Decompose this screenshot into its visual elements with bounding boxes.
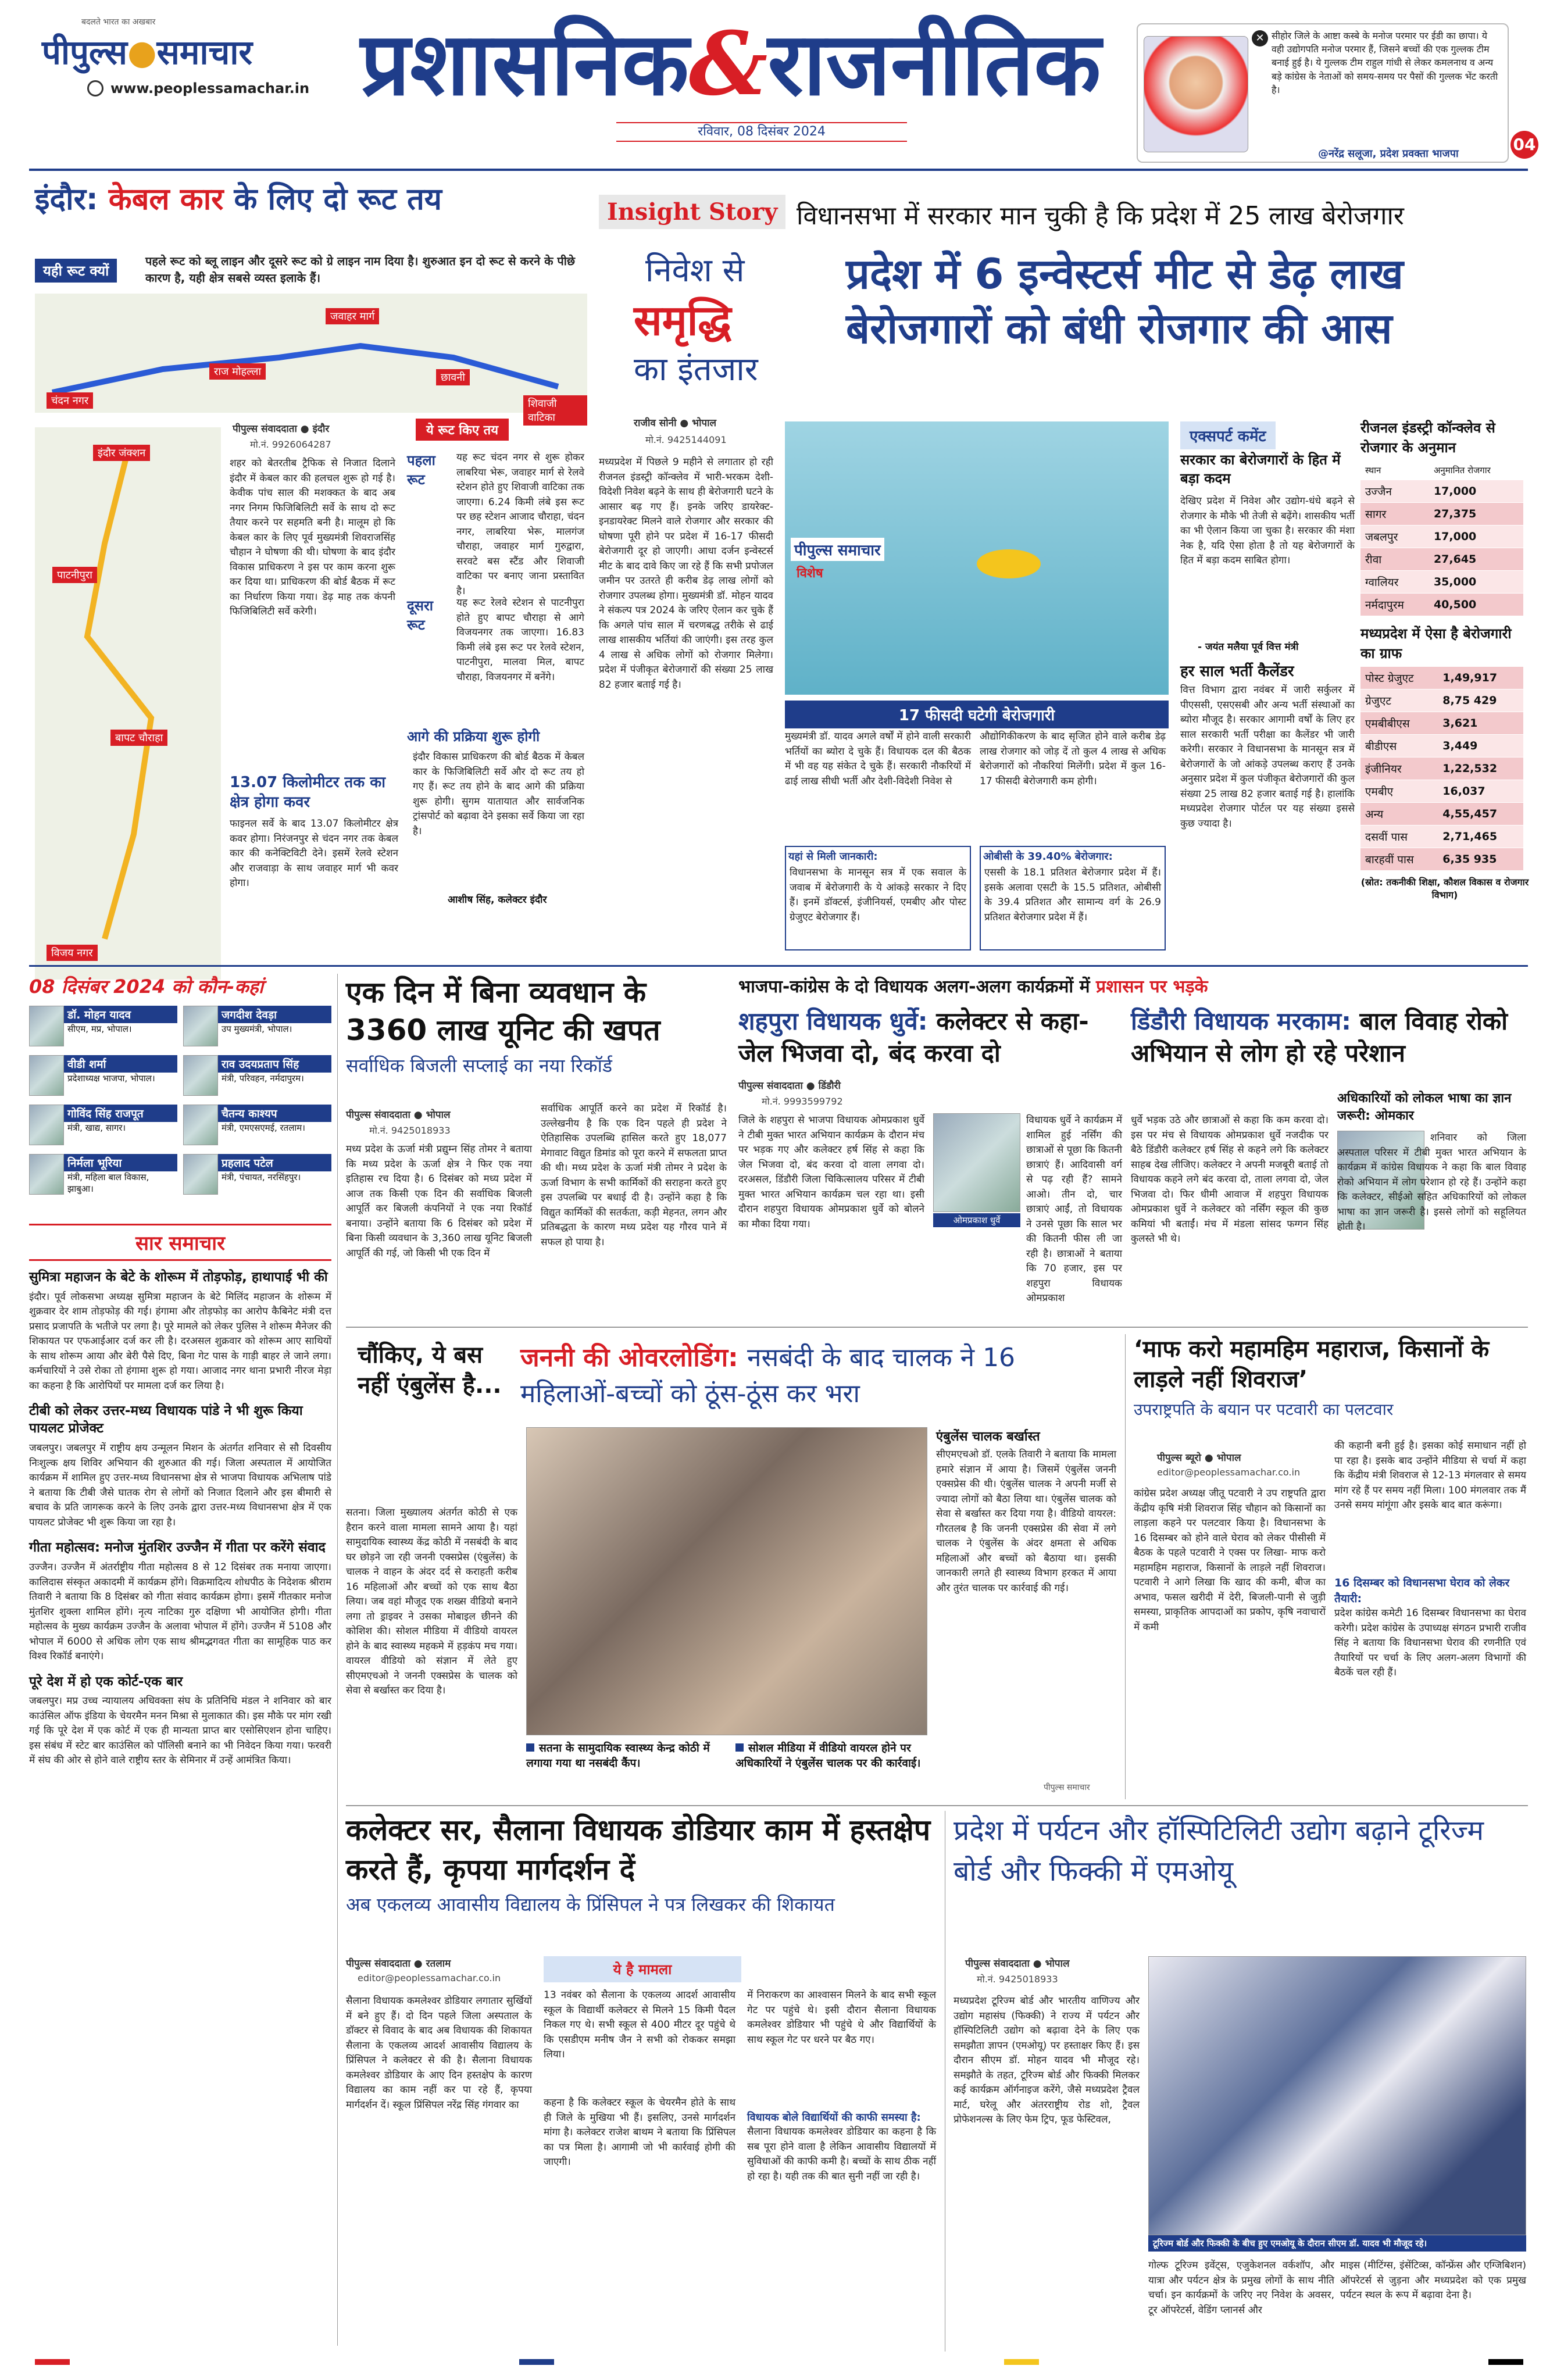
fish-hook-graphic	[785, 421, 1169, 695]
date-bar: रविवार, 08 दिसंबर 2024	[616, 122, 907, 142]
tagline: बदलते भारत का अखबार	[81, 17, 156, 27]
stop-patnipura: पाटनीपुरा	[52, 567, 97, 583]
cell: 27,645	[1429, 548, 1523, 571]
unemployment-title: मध्यप्रदेश में ऐसा है बेरोजगारी का ग्राफ	[1360, 626, 1512, 662]
saar-item	[29, 1403, 331, 1530]
cell: 6,35 935	[1438, 848, 1523, 871]
person-photo	[29, 1105, 64, 1145]
saar-item	[29, 1674, 331, 1768]
sailana-box-title: विधायक बोले विद्यार्थियों की काफी समस्या है:	[747, 2111, 921, 2124]
expert-tag: एक्सपर्ट कमेंट	[1180, 421, 1276, 449]
person-role: प्रदेशाध्यक्ष भाजपा, भोपाल।	[67, 1073, 155, 1084]
ambulance-photo	[526, 1427, 927, 1735]
person-card	[183, 1006, 331, 1046]
mla-kicker-a: भाजपा-कांग्रेस के दो विधायक अलग-अलग कार्यक्रमों में	[738, 977, 1097, 997]
saar-title: सार समाचार	[29, 1224, 331, 1261]
ambulance-cap1	[526, 1741, 718, 1771]
bullet-icon	[526, 1743, 534, 1752]
expert-by: - जयंत मलैया पूर्व वित्त मंत्री	[1198, 641, 1299, 653]
cell: 8,75 429	[1438, 689, 1523, 712]
cell: नर्मदापुरम	[1360, 594, 1429, 616]
sailana-sub: अब एकलव्य आवासीय विद्यालय के प्रिंसिपल ने पत्र लिखकर की शिकायत	[346, 1893, 835, 1916]
power-body1: मध्य प्रदेश के ऊर्जा मंत्री प्रद्युम्न सिंह तोमर ने बताया कि मध्य प्रदेश के ऊर्जा क्षेत्र ने फिर एक नया इतिहास रच दिया है। 6 दिसंबर को मध्य प्रदेश में आज तक किसी एक दिन की सर्वाधिक बिजली आपूर्ति कर बिजली कंपनियों ने एक नया रिकॉर्ड बनाया। उन्होंने बताया कि 6 दिसंबर को प्रदेश में बिना किसी व्यवधान के 3,360 लाख यूनिट बिजली आपूर्ति की गई, जो किसी भी एक दिन में	[346, 1143, 532, 1259]
person-role: मंत्री, खाद्य, सागर।	[67, 1123, 126, 1133]
sailana-body4: में निराकरण का आश्वासन मिलने के बाद सभी स्कूल गेट पर पहुंचे थे। इसी दौरान सैलाना विधायक कमलेश्वर डोडियार भी पहुंचे थे और विद्यार्थियों के साथ स्कूल गेट पर धरने पर बैठ गए।	[747, 1989, 936, 2046]
cell: 40,500	[1429, 594, 1523, 616]
tourism-headline: प्रदेश में पर्यटन और हॉस्पिटिलिटी उद्योग बढ़ाने टूरिज्म बोर्ड और फिक्की में एमओयू	[954, 1814, 1484, 1888]
person-name: चैतन्य काश्यप	[183, 1105, 331, 1122]
print-marks	[35, 2359, 1523, 2367]
person-photo	[183, 1055, 218, 1096]
person-card	[29, 1154, 177, 1195]
dhurve-body1: जिले के शहपुरा से भाजपा विधायक ओमप्रकाश धुर्वे ने टीबी मुक्त भारत अभियान कार्यक्रम के दौरान मंच पर भड़क गए और कलेक्टर हर्ष सिंह से कहा कि जेल भिजवा दो, बंद करवा दो वाला लगवा दो। दरअसल, डिंडौरी जिला चिकित्सालय परिसर में टीबी मुक्त भारत अभियान कार्यक्रम चल रहा था। इसी दौरान शहपुरा विधायक ओमप्रकाश धुर्वे को बोलने का मौका दिया गया।	[738, 1114, 924, 1230]
print-mark	[35, 2359, 70, 2365]
person-name: प्रहलाद पटेल	[183, 1154, 331, 1171]
stop-chhavani: छावनी	[436, 369, 470, 385]
stop-vijay-nagar: विजय नगर	[47, 945, 98, 961]
cable-mobile: मो.नं. 9926064287	[250, 439, 331, 450]
routes-tag: ये रूट किए तय	[416, 419, 509, 441]
cell: 1,49,917	[1438, 667, 1523, 689]
conclave-title: रीजनल इंडस्ट्री कॉन्क्लेव से रोजगार के अनुमान	[1360, 420, 1495, 456]
tourism-byline: पीपुल्स संवाददाता ● भोपाल	[965, 1958, 1070, 1970]
column-divider	[1125, 1334, 1126, 1799]
person-photo	[183, 1006, 218, 1046]
person-photo	[183, 1105, 218, 1145]
cell: 4,55,457	[1438, 803, 1523, 826]
saar-body: जबलपुर। मप्र उच्च न्यायालय अधिवक्ता संघ के प्रतिनिधि मंडल ने शनिवार को बार काउंसिल ऑफ इंडिया के चेयरमैन मनन मिश्रा से मुलाकात की। इस मौके पर मांग रखी गई कि पूरे देश में एक कोर्ट में एक ही मान्यता प्राप्त बार एसोसिएशन होना चाहिए। इस संबंध में स्टेट बार काउंसिल को पॉलिसी बनाने का भी निवेदन किया गया। फरवरी में संघ की ओर से होने वाले राष्ट्रीय स्तर के सेमिनार में उन्हें आमंत्रित किया।	[29, 1695, 331, 1767]
graphic-label: 17 फीसदी घटेगी बेरोजगारी	[785, 701, 1169, 728]
table-row	[1360, 826, 1523, 848]
table-source: (स्रोत: तकनीकी शिक्षा, कौशल विकास व रोजगार विभाग)	[1360, 877, 1529, 901]
cell: 2,71,465	[1438, 826, 1523, 848]
why-tag: यही रूट क्यों	[35, 259, 117, 283]
shivraj-headline: ‘माफ करो महामहिम महाराज, किसानों के लाड़ले नहीं शिवराज’	[1134, 1336, 1490, 1393]
cell: 16,037	[1438, 780, 1523, 803]
saar-body: उज्जैन। उज्जैन में अंतर्राष्ट्रीय गीता महोत्सव 8 से 12 दिसंबर तक मनाया जाएगा। कालिदास संस्कृत अकादमी में कार्यक्रम होंगे। विक्रमादित्य शोधपीठ के निदेशक श्रीराम तिवारी ने बताया कि 8 दिसंबर को गीता संवाद कार्यक्रम होगा। इसमें गीतकार मनोज मुंतशिर शुक्ला शामिल होंगे। नृत्य नाटिका गुरु दक्षिणा भी आयोजित होगी। गीता महोत्सव के मुख्य कार्यक्रम उज्जैन के अलावा भोपाल में होंगे। उज्जैन में 5108 और भोपाल में 6000 से अधिक लोग एक साथ श्रीमद्भगवत गीता का सामूहिक पाठ कर विश्व रिकॉर्ड बनाएंगे।	[29, 1561, 331, 1663]
stop-shivaji-vatika: शिवाजी वाटिका	[523, 395, 587, 426]
stop-indore-junction: इंदौर जंक्शन	[93, 445, 150, 461]
saar-item	[29, 1539, 331, 1664]
cell: इंजीनियर	[1360, 757, 1438, 780]
info-box-1-text: विधानसभा के मानसून सत्र में एक सवाल के जवाब में बेरोजगारी के ये आंकड़े सरकार ने दिए हैं। इनमें डॉक्टर्स, इंजीनियर्स, एमबीए और पोस्ट ग्रेजुएट बेरोजगार हैं।	[790, 867, 966, 923]
cell: 3,621	[1438, 712, 1523, 735]
dhurve-photo-cap: ओमप्रकाश धुर्वे	[933, 1213, 1020, 1227]
cap2-text: सोशल मीडिया में वीडियो वायरल होने पर अधिकारियों ने एंबुलेंस चालक पर की कार्रवाई।	[735, 1742, 921, 1770]
stop-jawahar-marg: जवाहर मार्ग	[326, 308, 379, 324]
sailana-body2: कहना है कि कलेक्टर स्कूल के चेयरमैन होते के साथ ही जिले के मुखिया भी हैं। इसलिए, उनसे मार्गदर्शन मांगा है। कलेक्टर राजेश बाथम ने बताया कि प्रिंसिपल का पत्र मिला है। आगामी जो भी कार्रवाई होगी की जाएगी।	[544, 2097, 735, 2168]
shivraj-byline: पीपुल्स ब्यूरो ● भोपाल	[1157, 1452, 1241, 1464]
cell: ग्वालियर	[1360, 571, 1429, 594]
markam-h-a: डिंडौरी विधायक मरकाम:	[1131, 1007, 1360, 1035]
sailana-box-text: सैलाना विधायक कमलेश्वर डोडियार का कहना है कि सब पूरा होने वाला है लेकिन आवासीय विद्यालयों में सुविधाओं की काफी कमी है। बच्चों के साथ ठीक नहीं हो रहा है। यही तक की बात सुनी नहीं जा रही है।	[747, 2126, 936, 2182]
invest-mobile: मो.नं. 9425144091	[645, 434, 727, 445]
website-link[interactable]: www.peoplessamachar.in	[110, 80, 310, 97]
cable-title-c: के लिए दो रूट तय	[223, 182, 442, 217]
person-card	[29, 1006, 177, 1046]
shivraj-body2: की कहानी बनी हुई है। इसका कोई समाधान नहीं हो पा रहा है। इसके बाद उन्होंने मीडिया से चर्चा में कहा कि केंद्रीय मंत्री शिवराज से 12-13 मंगलवार से समय मांग रहे हैं पर समय नहीं मिला। 100 मंगलवार तक मैं उनसे समय मांगूंगा और इसके बाद बात करूंगा।	[1334, 1440, 1526, 1511]
table-row	[1360, 571, 1523, 594]
person-name: राव उदयप्रताप सिंह	[183, 1055, 331, 1073]
cell: 3,449	[1438, 735, 1523, 757]
calendar-title: हर साल भर्ती कैलेंडर	[1180, 663, 1294, 680]
fired-text: सीएमएचओ डॉ. एलके तिवारी ने बताया कि मामला हमारे संज्ञान में आया है। जिसमें एंबुलेंस जननी एक्सप्रेस की थी। एंबुलेंस चालक ने अपनी मर्जी से ज्यादा लोगों को बैठा लिया था। एंबुलेंस चालक को सेवा से बर्खास्त कर दिया गया है। वीडियो वायरल: गौरतलब है कि जननी एक्सप्रेस की सेवा में लगे चालक ने एंबुलेंस के अंदर क्षमता से अधिक महिलाओं और बच्चों को बैठाया था। इसकी जानकारी लगते ही स्वास्थ्य विभाग हरकत में आया और तुरंत चालक पर कार्रवाई की गई।	[936, 1449, 1116, 1594]
coverage-box-title: 13.07 किलोमीटर तक का क्षेत्र होगा कवर	[230, 774, 385, 811]
info-box-1	[785, 846, 971, 950]
invest-byline: राजीव सोनी ● भोपाल	[634, 417, 717, 429]
person-card	[29, 1105, 177, 1145]
masthead	[29, 12, 1536, 163]
conclave-sidebar	[1360, 419, 1529, 959]
mla-kicker	[738, 974, 1529, 998]
special-tag: विशेष	[797, 566, 823, 581]
calendar-text: वित्त विभाग द्वारा नवंबर में जारी सर्कुलर में पीएससी, एसएसबी और अन्य भर्ती संस्थाओं का ब्योरा मौजूद है। सरकार आगामी वर्षों के लिए हर साल सरकारी भर्ती परीक्षा का कैलेंडर भी जारी करेगी। सरकार ने विधानसभा के मानसून सत्र में बेरोजगारों के जो आंकड़े उपलब्ध कराए हैं उनके अनुसार प्रदेश में कुल पंजीकृत बेरोजगारों की कुल संख्या 25 लाख 82 हजार बताई गई है। हालांकि मध्यप्रदेश रोजगार पोर्टल पर यह संख्या इससे कुछ ज्यादा है।	[1180, 684, 1355, 830]
invest-body1: मध्यप्रदेश में पिछले 9 महीने से लगातार हो रही रीजनल इंडस्ट्री कॉन्क्लेव में भारी-भरकम देशी-विदेशी निवेश बढ़ने के साथ ही बेरोजगारी घटने के आसार बढ़ गए हैं। इनके जरिए डायरेक्ट-इनडायरेक्ट मिलने वाले रोजगार और सरकार की घोषणा पूरी होने पर प्रदेश में 16-17 फीसदी बेरोजगारी दूर हो जाएगी। आधा दर्जन इन्वेस्टर्स मीट के बाद दावे किए जा रहे हैं कि सभी प्रपोजल जमीन पर उतरते ही करीब डेढ़ लाख लोगों को रोजगार उपलब्ध होगा। मुख्यमंत्री डॉ. मोहन यादव ने संकल्प पत्र 2024 के जरिए ऐलान कर चुके हैं कि अगले पांच साल में चरणबद्ध तरीके से ढाई लाख शासकीय भर्तियां की जाएंगी। इस तरह कुल 4 लाख से अधिक लोगों को रोजगार मिलेगा। प्रदेश में पंजीकृत बेरोजगारों की संख्या 25 लाख 82 हजार बताई गई है।	[599, 456, 773, 691]
expert-title: सरकार का बेरोजगारों के हित में बड़ा कदम	[1180, 452, 1341, 487]
coverage-box-text: फाइनल सर्वे के बाद 13.07 किलोमीटर क्षेत्र कवर होगा। निरंजनपुर से चंदन नगर तक केबल कार की कनेक्टिविटी देने। इसमें रेलवे स्टेशन और राजवाड़ा के साथ जवाहर मार्ग भी कवर होगा।	[230, 818, 398, 889]
cell: एमबीए	[1360, 780, 1438, 803]
tourism-body2: गोल्फ टूरिज्म इवेंट्स, एजुकेशनल वर्कशॉप, और यात्रा और पर्यटन क्षेत्र के प्रमुख लोगों के साथ नीति चर्चा। इन कार्यक्रमों के जरिए नए निवेश के अवसर, टूर ऑपरेटर्स, वेडिंग प्लानर्स और	[1148, 2260, 1334, 2316]
brand-name-1: पीपुल्स	[42, 33, 127, 72]
person-card	[183, 1055, 331, 1096]
person-role: उप मुख्यमंत्री, भोपाल।	[222, 1024, 292, 1034]
mla-stories	[738, 974, 1529, 1323]
person-name: वीडी शर्मा	[29, 1055, 177, 1073]
table-row	[1360, 548, 1523, 571]
brand-logo	[42, 28, 252, 74]
cell: जबलपुर	[1360, 526, 1429, 548]
saar-headline: गीता महोत्सव: मनोज मुंतशिर उज्जैन में गीता पर करेंगे संवाद	[29, 1540, 326, 1556]
stop-chandan-nagar: चंदन नगर	[47, 392, 93, 409]
column-divider	[337, 974, 338, 2346]
person-role: मंत्री, पंचायत, नरसिंहपुर।	[222, 1172, 301, 1182]
expert-text: देखिए प्रदेश में निवेश और उद्योग-धंधे बढ़ने से रोजगार के मौके भी तेजी से बढ़ेंगे। शासकीय भर्ती का भी ऐलान किया जा चुका है। सरकार की मंशा नेक है, यदि ऐसा होता है तो यह बेरोजगारों के हित में बड़ा कदम साबित होगा।	[1180, 495, 1355, 566]
cell: दसवीं पास	[1360, 826, 1438, 848]
side-tag-2: समृद्धि	[634, 296, 731, 345]
cell: बारहवीं पास	[1360, 848, 1438, 871]
x-logo-icon: ✕	[1252, 30, 1268, 47]
section-amp: &	[688, 13, 768, 115]
table-row	[1360, 735, 1523, 757]
fired-title: एंबुलेंस चालक बर्खास्त	[936, 1430, 1040, 1444]
route2-label: दूसरा रूट	[407, 598, 433, 633]
route1-line	[35, 294, 587, 413]
table-row	[1360, 757, 1523, 780]
saar-body: इंदौर। पूर्व लोकसभा अध्यक्ष सुमित्रा महाजन के बेटे मिलिंद महाजन के शोरूम में शुक्रवार देर शाम तोड़फोड़ की गई। हंगामा और तोड़फोड़ का आरोप कैबिनेट मंत्री दत्त प्रसाद प्रजापति के भतीजे पर लगा है। पूरे मामले को लेकर पुलिस ने शोरूम मैनेजर की शिकायत पर एफआईआर दर्ज कर ली है। दरअसल शुक्रवार को शोरूम आए साथियों के साथ शोरूम आया और बेरी पैसे दिए, बिना गेट पास के गाड़ी बाहर ले जाने लगा। कर्मचारियों ने उसे रोका तो हंगामा शुरू हो गया। आजाद नगर थाना प्रभारी नीरज मेड़ा का कहना है कि आरोपियों पर मामला दर्ज कर लिया है।	[29, 1291, 331, 1392]
person-card	[183, 1105, 331, 1145]
section-title	[360, 12, 1101, 117]
power-sub: सर्वाधिक बिजली सप्लाई का नया रिकॉर्ड	[346, 1055, 612, 1077]
approval-title: आगे की प्रक्रिया शुरू होगी	[407, 728, 540, 745]
section-title-a: प्रशासनिक	[360, 14, 689, 115]
dhurve-body3: धुर्वे भड़क उठे और छात्राओं से कहा कि कम करवा दो। इस पर मंच से विधायक ओमप्रकाश धुर्वे नजदीक पर बैठे डिंडौरी कलेक्टर हर्ष सिंह से कहने लगे कि कलेक्टर साहब देख लीजिए। कलेक्टर ने अपनी मजबूरी बताई तो विधायक कहने लगे बंद करवा दो, ताला लगवा दो, जेल भिजवा दो। फिर धीमी आवाज में शहपुरा विधायक ओमप्रकाश धुर्वे ने कलेक्टर को नर्सिंग स्कूल की कुछ कमियां भी बताईं। मंच में मंडला सांसद फग्गन सिंह कुलस्ते भी थे।	[1131, 1114, 1329, 1245]
tourism-mobile: मो.नं. 9425018933	[977, 1974, 1058, 1985]
who-where-box	[29, 974, 331, 1218]
cell: 1,22,532	[1438, 757, 1523, 780]
saar-body: जबलपुर। जबलपुर में राष्ट्रीय क्षय उन्मूलन मिशन के अंतर्गत शनिवार से सौ दिवसीय निःशुल्क क्षय शिविर अभियान की शुरुआत की गई। जिला अस्पताल में आयोजित कार्यक्रम में शामिल हुए उत्तर-मध्य विधानसभा क्षेत्र से भाजपा विधायक अभिलाष पांडे ने बताया कि टीबी जैसे घातक रोग से लोगों को निजात दिलाने और इस बीमारी से बचाव के प्रति जागरूक करने के लिए उनके द्वारा उत्तर-मध्य विधानसभा क्षेत्र में एक पायलट प्रोजेक्ट भी शुरू किया जा रहा है।	[29, 1442, 331, 1528]
info-box-2-title: ओबीसी के 39.40% बेरोजगार:	[983, 850, 1113, 863]
print-mark	[1004, 2359, 1039, 2365]
side-tag-1: निवेश से	[645, 252, 745, 290]
table-row	[1360, 848, 1523, 871]
saar-headline: पूरे देश में हो एक कोर्ट-एक बार	[29, 1674, 183, 1689]
cell: ग्रेजुएट	[1360, 689, 1438, 712]
person-name: गोविंद सिंह राजपूत	[29, 1105, 177, 1122]
ambulance-headline	[520, 1340, 1113, 1411]
cell: 27,375	[1429, 503, 1523, 526]
table-row	[1360, 526, 1523, 548]
section-rule-1	[29, 965, 1528, 967]
stop-raj-mohalla: राज मोहल्ला	[209, 363, 266, 380]
fish-icon	[977, 549, 1041, 578]
ambulance-body: सतना। जिला मुख्यालय अंतर्गत कोठी से एक हैरान करने वाला मामला सामने आया है। यहां सामुदायिक स्वास्थ्य केंद्र कोठी में नसबंदी के बाद घर छोड़ने जा रही जननी एक्सप्रेस (एंबुलेंस) के चालक ने वाहन के अंदर दर्द से कराहती करीब 16 महिलाओं और बच्चों को एक साथ बैठा लिया। जब वहां मौजूद एक शख्स वीडियो बनाने लगा तो ड्राइवर ने उसका मोबाइल छीनने की कोशिश की। सोशल मीडिया में वीडियो वायरल होने के बाद स्वास्थ्य महकमे में हड़कंप मच गया। वायरल वीडियो को संज्ञान में लेते हुए सीएमएचओ ने जननी एक्सप्रेस के चालक को सेवा से बर्खास्त कर दिया है।	[346, 1507, 517, 1696]
invest-body2: मुख्यमंत्री डॉ. यादव अगले वर्षों में होने वाली सरकारी भर्तियों का ब्योरा दे चुके हैं। विधायक दल की बैठक में भी वह यह संकेत दे चुके हैं। सरकारी नौकरियों में ढाई लाख सीधी भर्ती और देशी-विदेशी निवेश से	[785, 731, 971, 787]
cell: 17,000	[1429, 526, 1523, 548]
table-row	[1360, 667, 1523, 689]
col-place: स्थान	[1360, 461, 1429, 480]
person-photo	[183, 1154, 218, 1195]
cable-body: शहर को बेतरतीब ट्रैफिक से निजात दिलाने इंदौर में केबल कार की हलचल शुरू हो गई है। केवीक पांच साल की मशक्कत के बाद अब नगर निगम फिजिबिलिटी सर्वे के साथ दो रूट तैयार करने पर सहमति बनी है। मालूम हो कि केबल कार के लिए पूर्व मुख्यमंत्री शिवराजसिंह चौहान ने घोषणा की थी। घोषणा के बाद इंदौर विकास प्राधिकरण ने इस पर काम करना शुरू कर दिया था। प्राधिकरण की बोर्ड बैठक में रूट का निर्धारण किया गया। डेढ़ माह तक कंपनी फिजिबिलिटी सर्वे करेगी।	[230, 458, 395, 617]
cell: रीवा	[1360, 548, 1429, 571]
conclave-table	[1360, 461, 1523, 616]
dhurve-byline: पीपुल्स संवाददाता ● डिंडौरी	[738, 1080, 841, 1092]
table-row	[1360, 689, 1523, 712]
cable-quote-by: आशीष सिंह, कलेक्टर इंदौर	[448, 894, 547, 906]
cell: बीडीएस	[1360, 735, 1438, 757]
section-rule-3	[346, 1805, 1528, 1806]
power-mobile: मो.नं. 9425018933	[369, 1125, 451, 1136]
power-headline: एक दिन में बिना व्यवधान के 3360 लाख यूनिट की खपत	[346, 975, 660, 1047]
ambulance-h-a: जननी की ओवरलोडिंग:	[520, 1343, 748, 1373]
tourism-body1: मध्यप्रदेश टूरिज्म बोर्ड और भारतीय वाणिज्य और उद्योग महासंघ (फिक्की) ने राज्य में पर्यटन और हॉस्पिटिलिटी उद्योग को बढ़ावा देने के लिए एक समझौता ज्ञापन (एमओयू) पर हस्ताक्षर किए हैं। इस दौरान सीएम डॉ. मोहन यादव भी मौजूद रहे। समझौते के तहत, टूरिज्म बोर्ड और फिक्की मिलकर कई कार्यक्रम ऑर्गनाइज करेंगे, जैसे मध्यप्रदेश ट्रैवल मार्ट, घरेलू और अंतरराष्ट्रीय रोड शो, ट्रैवल प्रोफेशनल्स के लिए फेम ट्रिप, फूड फेस्टिवल,	[954, 1995, 1140, 2125]
table-row	[1360, 803, 1523, 826]
masthead-rule	[29, 169, 1528, 171]
page-number: 04	[1510, 131, 1538, 159]
saar-samachar	[29, 1224, 331, 2346]
person-card	[183, 1154, 331, 1195]
stop-bapat-chauraha: बापट चौराहा	[110, 730, 167, 746]
table-row	[1360, 480, 1523, 503]
cell: एमबीबीएस	[1360, 712, 1438, 735]
route1-text: यह रूट चंदन नगर से शुरू होकर लाबरिया भेरू, जवाहर मार्ग से रेलवे स्टेशन होते हुए शिवाजी वाटिका तक जाएगा। 6.24 किमी लंबे इस रूट पर छह स्टेशन आजाद चौराहा, चंदन नगर, लाबरिया भेरू, मालगंज चौराहा, जवाहर मार्ग गुरुद्वारा, सरवटे बस स्टैंड और शिवाजी वाटिका पर बनाए जाना प्रस्तावित है।	[456, 452, 584, 597]
sailana-story	[346, 1811, 939, 2352]
language-title: अधिकारियों को लोकल भाषा का ज्ञान जरूरी: ओमकार	[1337, 1091, 1512, 1123]
tweet-avatar	[1144, 36, 1248, 152]
globe-icon	[87, 80, 103, 97]
markam-headline	[1131, 1006, 1526, 1069]
route1-label: पहला रूट	[407, 452, 435, 488]
ambulance-credit: पीपुल्स समाचार	[1044, 1783, 1090, 1792]
invest-headline: प्रदेश में 6 इन्वेस्टर्स मीट से डेढ़ लाख बेरोजगारों को बंधी रोजगार की आस	[846, 249, 1404, 353]
language-text: शनिवार को जिला अस्पताल परिसर में टीबी मुक्त भारत अभियान के कार्यक्रम में कांग्रेस विधायक ने कहा कि बाल विवाह रोको अभियान में लोग परेशान हो रहे हैं। उन्होंने कहा कि कलेक्टर, सीईओ सहित अधिकारियों को लोकल भाषा का ज्ञान जरूरी है। इससे लोगों को सहूलियत होती है।	[1337, 1132, 1526, 1232]
power-story	[346, 974, 730, 1323]
tweet-author: @नरेंद्र सलूजा, प्रदेश प्रवक्ता भाजपा	[1318, 148, 1459, 160]
cable-byline: पीपुल्स संवाददाता ● इंदौर	[233, 423, 330, 435]
sailana-email: editor@peoplessamachar.co.in	[358, 1972, 501, 1984]
cell: 35,000	[1429, 571, 1523, 594]
sailana-body1: सैलाना विधायक कमलेश्वर डोडियार लगातार सुर्खियों में बने हुए हैं। दो दिन पहले जिला अस्पताल के डॉक्टर से विवाद के बाद अब विधायक की शिकायत सैलाना के एकलव्य आदर्श आवासीय विद्यालय के प्रिंसिपल ने कलेक्टर से की है। सैलाना विधायक कमलेश्वर डोडियार के आए दिन हस्तक्षेप के कारण विद्यालय का काम नहीं कर पा रहे हैं, कृपया मार्गदर्शन दें। स्कूल प्रिंसिपल नरेंद्र सिंह गंगवार का	[346, 1995, 532, 2111]
col-jobs: अनुमानित रोजगार	[1429, 461, 1523, 480]
unemployment-table	[1360, 667, 1523, 871]
tourism-cap: टूरिज्म बोर्ड और फिक्की के बीच हुए एमओयू के दौरान सीएम डॉ. यादव भी मौजूद रहे।	[1148, 2235, 1526, 2252]
shivraj-email: editor@peoplessamachar.co.in	[1157, 1467, 1301, 1478]
person-photo	[29, 1154, 64, 1195]
table-row	[1360, 594, 1523, 616]
dhurve-mobile: मो.नं. 9993599792	[762, 1096, 843, 1107]
route2-text: यह रूट रेलवे स्टेशन से पाटनीपुरा होते हुए बापट चौराहा से आगे विजयनगर तक जाएगा। 16.83 किमी लंबे इस रूट पर रेलवे स्टेशन, पाटनीपुरा, मालवा मिल, बापट चौराहा, विजयनगर में बनेंगे।	[456, 597, 584, 683]
cap1-text: सतना के सामुदायिक स्वास्थ्य केन्द्र कोठी में लगाया गया था नसबंदी कैंप।	[526, 1742, 710, 1770]
mla-kicker-b: प्रशासन पर भड़के	[1096, 977, 1208, 997]
brand-name-2: समाचार	[156, 33, 253, 72]
route2-line	[35, 427, 221, 980]
side-tag-3: का इंतजार	[634, 351, 758, 388]
tourism-story	[954, 1811, 1529, 2352]
sailana-body3: 13 नवंबर को सैलाना के एकलव्य आदर्श आवासीय स्कूल के विद्यार्थी कलेक्टर से मिलने 15 किमी पैदल निकल गए थे। सभी स्कूल से 400 मीटर दूर पहुंचे थे कि एसडीएम मनीष जैन ने सभी को रोककर समझा लिया।	[544, 1989, 735, 2060]
saar-headline: टीबी को लेकर उत्तर-मध्य विधायक पांडे ने भी शुरू किया पायलट प्रोजेक्ट	[29, 1403, 303, 1436]
person-role: मंत्री, एमएसएमई, रतलाम।	[222, 1123, 305, 1133]
shivraj-story	[1134, 1334, 1529, 1799]
cell: अन्य	[1360, 803, 1438, 826]
markam-h-b: बाल विवाह रोको अभियान से लोग हो रहे परेशान	[1131, 1007, 1508, 1067]
cable-headline	[35, 177, 442, 219]
table-row	[1360, 503, 1523, 526]
tweet-box	[1137, 23, 1509, 163]
dhurve-body2: विधायक धुर्वे ने कार्यक्रम में शामिल हुई नर्सिंग की छात्राओं से पूछा कि कितनी छात्राएं हैं। आदिवासी वर्ग से पढ़ रही हैं? सामने आओ। तीन दो, चार छात्राएं आईं, तो विधायक ने उनसे पूछा कि साल भर की कितनी फीस ली जा रही है। छात्राओं ने बताया कि 70 हजार, इस पर शहपुरा विधायक ओमप्रकाश	[1026, 1114, 1123, 1304]
print-mark	[1488, 2359, 1523, 2365]
brand-pin-icon: ●	[127, 33, 157, 72]
person-photo	[29, 1055, 64, 1096]
person-name: जगदीश देवड़ा	[183, 1006, 331, 1023]
sailana-box	[747, 2110, 936, 2343]
bullet-icon	[735, 1743, 744, 1752]
section-rule-2	[346, 1327, 1528, 1328]
person-role: सीएम, मप्र, भोपाल।	[67, 1024, 132, 1034]
ambulance-story	[346, 1334, 1119, 1799]
person-photo	[29, 1006, 64, 1046]
matter-tag: ये है मामला	[544, 1956, 741, 1982]
dhurve-h-a: शहपुरा विधायक धुर्वे:	[738, 1007, 937, 1035]
invest-kicker: विधानसभा में सरकार मान चुकी है कि प्रदेश में 25 लाख बेरोजगार	[797, 201, 1404, 231]
info-box-2	[980, 846, 1166, 950]
person-role: मंत्री, महिला बाल विकास, झाबुआ।	[67, 1172, 149, 1194]
power-body2: सर्वाधिक आपूर्ति करने का प्रदेश में रिकॉर्ड है। उल्लेखनीय है कि एक दिन पहले ही प्रदेश ने ऐतिहासिक उपलब्धि हासिल करते हुए 18,077 मेगावाट विद्युत डिमांड को पूरा करने में सफलता प्राप्त की थी। मध्य प्रदेश के ऊर्जा मंत्री तोमर ने प्रदेश के ऊर्जा विभाग के सभी कार्मिकों की सराहना करते हुए इस उपलब्धि पर बधाई दी है। उन्होंने कहा है कि विद्युत कार्मिकों की सतर्कता, कड़ी मेहनत, लगन और प्रतिबद्धता के कारण मध्य प्रदेश यह गौरव पाने में सफल हो पाया है।	[541, 1103, 727, 1248]
insight-tag: Insight Story	[599, 195, 785, 229]
info-box-2-text: एससी के 18.1 प्रतिशत बेरोजगार प्रदेश में हैं। इसके अलावा एसटी के 15.5 प्रतिशत, ओबीसी के 39.4 प्रतिशत और सामान्य वर्ग के 26.9 प्रतिशत बेरोजगार प्रदेश में हैं।	[984, 867, 1161, 923]
print-mark	[519, 2359, 554, 2365]
dhurve-h-b: कलेक्टर से कहा- जेल भिजवा दो, बंद करवा दो	[738, 1007, 1089, 1067]
route2-map	[35, 427, 221, 980]
cable-title-a: इंदौर:	[35, 182, 109, 217]
why-text: पहले रूट को ब्लू लाइन और दूसरे रूट को ग्रे लाइन नाम दिया है। शुरुआत इन दो रूट से करने के पीछे कारण है, यही क्षेत्र सबसे व्यस्त इलाके हैं।	[145, 254, 575, 285]
ambulance-h-b: नसबंदी के बाद चालक ने 16 महिलाओं-बच्चों को ठूंस-ठूंस कर भरा	[520, 1343, 1016, 1409]
shivraj-sub: उपराष्ट्रपति के बयान पर पटवारी का पलटवार	[1134, 1400, 1394, 1419]
gherao-title: 16 दिसम्बर को विधानसभा घेराव को लेकर तैयारी:	[1334, 1577, 1510, 1605]
cable-title-b: केबल कार	[108, 182, 224, 217]
dhurve-headline	[738, 1006, 1122, 1069]
cell: सागर	[1360, 503, 1429, 526]
saar-item	[29, 1269, 331, 1393]
table-row	[1360, 712, 1523, 735]
tourism-body3: माइस (मीटिंग्स, इंसेंटिव्स, कॉन्फ्रेंस और एग्जिबिशन) ऑपरेटर्स से जुड़ना और मध्यप्रदेश को एक प्रमुख पर्यटन स्थल के रूप में बढ़ावा देना है।	[1340, 2260, 1526, 2301]
person-name: डॉ. मोहन यादव	[29, 1006, 177, 1023]
tweet-text: सीहोर जिले के आष्टा कस्बे के मनोज परमार पर ईडी का छापा। ये वही उद्योगपति मनोज परमार हैं, जिसने बच्चों की एक गुल्लक टीम बनाई हुई है। ये गुल्लक टीम राहुल गांधी से लेकर कमलनाथ व अन्य बड़े कांग्रेस के नेताओं को समय-समय पर पैसों की गुल्लक भेंट करती है।	[1272, 30, 1498, 95]
ambulance-side-q: चौंकिए, ये बस नहीं एंबुलेंस है...	[358, 1342, 502, 1399]
cell: 17,000	[1429, 480, 1523, 503]
sailana-headline: कलेक्टर सर, सैलाना विधायक डोडियार काम में हस्तक्षेप करते हैं, कृपया मार्गदर्शन दें	[346, 1813, 931, 1886]
table-row	[1360, 780, 1523, 803]
gherao-box	[1334, 1575, 1526, 1796]
invest-body3: औद्योगिकीकरण के बाद सृजित होने वाले करीब डेढ़ लाख रोजगार को जोड़ दें तो कुल 4 लाख से अधिक बेरोजगारों को नौकरियां मिलेंगी। प्रदेश में कुल 16-17 फीसदी बेरोजगारी कम होगी।	[980, 731, 1166, 787]
section-title-b: राजनीतिक	[767, 14, 1101, 115]
cell: पोस्ट ग्रेजुएट	[1360, 667, 1438, 689]
gherao-text: प्रदेश कांग्रेस कमेटी 16 दिसम्बर विधानसभा का घेराव करेगी। प्रदेश कांग्रेस के उपाध्यक्ष संगठन प्रभारी राजीव सिंह ने बताया कि विधानसभा घेराव की रणनीति एवं तैयारियों पर चर्चा के लिए अलग-अलग विभागों की बैठकें चल रही हैं।	[1334, 1607, 1526, 1679]
person-name: निर्मला भूरिया	[29, 1154, 177, 1171]
power-byline: पीपुल्स संवाददाता ● भोपाल	[346, 1109, 451, 1121]
who-where-title: 08 दिसंबर 2024 को कौन-कहां	[29, 975, 264, 998]
saar-headline: सुमित्रा महाजन के बेटे के शोरूम में तोड़फोड़, हाथापाई भी की	[29, 1270, 328, 1285]
cell: उज्जैन	[1360, 480, 1429, 503]
sailana-byline: पीपुल्स संवाददाता ● रतलाम	[346, 1958, 451, 1970]
shivraj-body1: कांग्रेस प्रदेश अध्यक्ष जीतू पटवारी ने उप राष्ट्रपति द्वारा केंद्रीय कृषि मंत्री शिवराज सिंह चौहान को किसानों का लाड़ला कहने पर पलटवार किया है। विधानसभा के 16 दिसम्बर को होने वाले घेराव को लेकर पीसीसी में बैठक के पहले पटवारी ने एक्स पर लिखा- माफ करो महामहिम महाराज, किसानों के लाड़ले नहीं शिवराज। पटवारी ने आगे लिखा कि खाद की कमी, बीज का अभाव, फसल खरीदी में देरी, बिजली-पानी से जुड़ी समस्या, प्राकृतिक आपदाओं का प्रकोप, कृषि नवाचारों में कमी	[1134, 1488, 1326, 1633]
ambulance-cap2	[735, 1741, 927, 1771]
tourism-photo	[1148, 1956, 1526, 2235]
person-role: मंत्री, परिवहन, नर्मदापुरम।	[222, 1073, 304, 1084]
info-box-1-title: यहां से मिली जानकारी:	[788, 850, 878, 863]
approval-text: इंदौर विकास प्राधिकरण की बोर्ड बैठक में केबल कार के फिजिबिलिटी सर्वे और दो रूट तय हो गए हैं। रूट तय होने के बाद आगे की प्रक्रिया शुरू होगी। सुगम यातायात और सार्वजनिक ट्रांसपोर्ट को बढ़ावा देने इसका सर्वे किया जा रहा है।	[413, 751, 584, 837]
dhurve-photo	[933, 1113, 1020, 1212]
special-brand: पीपुल्स समाचार	[791, 538, 884, 561]
cable-car-story	[29, 177, 587, 971]
route1-map	[35, 294, 587, 424]
person-card	[29, 1055, 177, 1096]
